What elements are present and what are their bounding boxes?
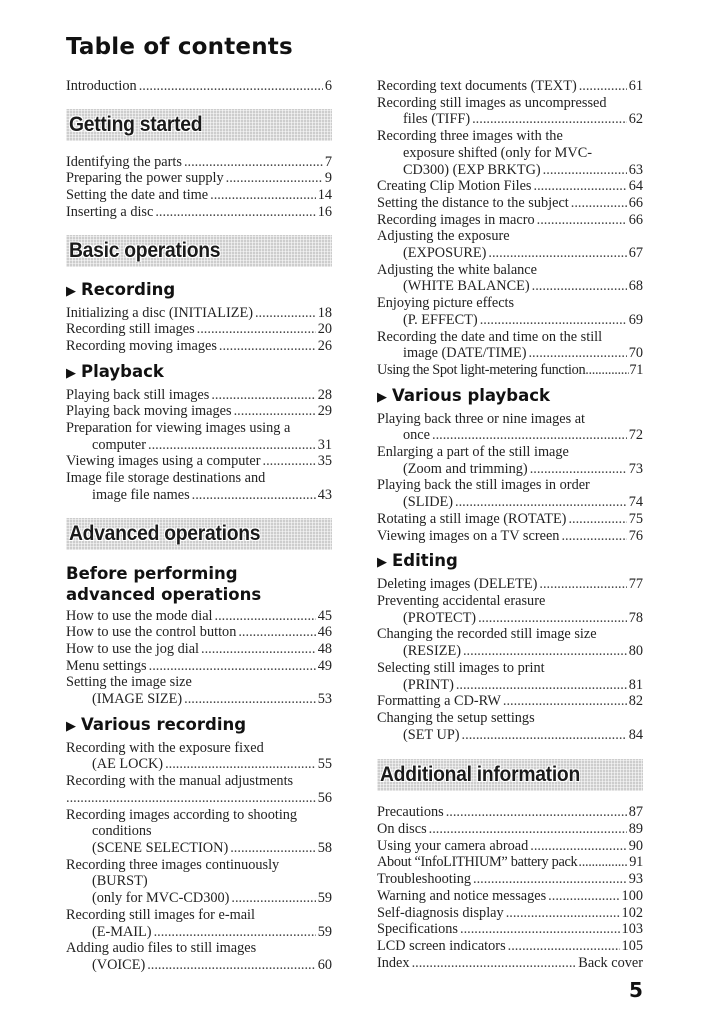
toc-entry-line[interactable]: exposure shifted (only for MVC- xyxy=(403,144,593,161)
toc-entry-line[interactable]: Adding audio files to still images xyxy=(66,940,257,957)
section-heading-various-recording: ▶ Various recording xyxy=(66,715,332,737)
section-banner-advanced-operations: Advanced operations xyxy=(66,518,332,550)
toc-entry[interactable]: (SET UP) ..... 84 xyxy=(377,727,643,744)
toc-entry[interactable]: Specifications ..... 103 xyxy=(377,921,643,938)
toc-entry-line[interactable]: Recording still images for e-mail xyxy=(66,906,255,923)
toc-entry-line[interactable]: Recording images according to shooting xyxy=(66,806,298,823)
toc-entry[interactable]: Preparing the power supply ..... 9 xyxy=(66,170,332,187)
toc-entry[interactable]: (Zoom and trimming) ..... 73 xyxy=(377,461,643,478)
toc-entry[interactable]: Rotating a still image (ROTATE) ..... 75 xyxy=(377,511,643,528)
toc-entry[interactable]: Index ..... Back cover xyxy=(377,955,643,972)
triangle-arrow-icon: ▶ xyxy=(377,555,387,571)
section-heading-editing: ▶ Editing xyxy=(377,551,643,573)
toc-entry[interactable]: image file names ..... 43 xyxy=(66,487,332,504)
toc-entry[interactable]: Viewing images using a computer ..... 35 xyxy=(66,453,332,470)
section-banner-getting-started: Getting started xyxy=(66,109,332,141)
toc-entry[interactable]: (AE LOCK) ..... 55 xyxy=(66,756,332,773)
toc-entry[interactable]: Warning and notice messages ..... 100 xyxy=(377,888,643,905)
toc-entry[interactable]: Recording moving images ..... 26 xyxy=(66,338,332,355)
toc-entry[interactable]: Setting the date and time ..... 14 xyxy=(66,187,332,204)
toc-entry[interactable]: Troubleshooting ..... 93 xyxy=(377,871,643,888)
toc-entry[interactable]: Playing back moving images ..... 29 xyxy=(66,403,332,420)
toc-entry[interactable]: once ..... 72 xyxy=(377,427,643,444)
toc-entry[interactable]: (SLIDE) ..... 74 xyxy=(377,494,643,511)
toc-entry[interactable]: How to use the mode dial ..... 45 xyxy=(66,608,332,625)
toc-entry[interactable]: Recording text documents (TEXT) ..... 61 xyxy=(377,78,643,95)
toc-entry[interactable]: (P. EFFECT) ..... 69 xyxy=(377,312,643,329)
toc-entry[interactable]: How to use the jog dial ..... 48 xyxy=(66,641,332,658)
section-heading-before-performing: Before performing advanced operations xyxy=(66,563,262,604)
toc-entry-line[interactable]: conditions xyxy=(92,823,152,840)
toc-entry[interactable]: (RESIZE) ..... 80 xyxy=(377,643,643,660)
toc-entry-line[interactable]: Enlarging a part of the still image xyxy=(377,444,569,461)
toc-entry-line[interactable]: Recording with the manual adjustments xyxy=(66,773,294,790)
toc-entry[interactable] xyxy=(66,78,332,95)
toc-entry[interactable]: About “InfoLITHIUM” battery pack ..... 91 xyxy=(377,854,643,871)
triangle-arrow-icon: ▶ xyxy=(66,283,76,299)
toc-entry-line[interactable]: Selecting still images to print xyxy=(377,659,545,676)
toc-entry[interactable]: How to use the control button ..... 46 xyxy=(66,624,332,641)
toc-entry[interactable]: files (TIFF) ..... 62 xyxy=(377,111,643,128)
toc-entry-line[interactable]: Preparation for viewing images using a xyxy=(66,420,291,437)
section-banner-basic-operations: Basic operations xyxy=(66,235,332,267)
toc-entry-line[interactable]: Setting the image size xyxy=(66,674,192,691)
toc-entry[interactable]: CD300) (EXP BRKTG) ..... 63 xyxy=(377,162,643,179)
toc-entry[interactable]: On discs ..... 89 xyxy=(377,821,643,838)
page-title: Table of contents xyxy=(66,34,293,60)
toc-left-column xyxy=(66,78,332,974)
toc-entry-line[interactable]: Playing back three or nine images at xyxy=(377,410,586,427)
triangle-arrow-icon: ▶ xyxy=(66,718,76,734)
toc-entry-line[interactable]: Recording three images with the xyxy=(377,128,563,145)
toc-entry[interactable]: (PROTECT) ..... 78 xyxy=(377,610,643,627)
toc-entry[interactable]: (E-MAIL) ..... 59 xyxy=(66,924,332,941)
toc-entry[interactable]: (only for MVC-CD300) ..... 59 xyxy=(66,890,332,907)
toc-entry[interactable]: Precautions ..... 87 xyxy=(377,804,643,821)
toc-entry-line[interactable]: Adjusting the exposure xyxy=(377,228,510,245)
toc-entry-line[interactable]: Recording the date and time on the still xyxy=(377,328,603,345)
toc-entry-line[interactable]: Preventing accidental erasure xyxy=(377,592,546,609)
toc-entry[interactable]: (WHITE BALANCE) ..... 68 xyxy=(377,278,643,295)
toc-entry[interactable]: Playing back still images ..... 28 xyxy=(66,387,332,404)
toc-entry[interactable]: Recording images in macro ..... 66 xyxy=(377,212,643,229)
toc-entry[interactable]: ..... 56 xyxy=(66,790,332,807)
toc-entry[interactable]: (SCENE SELECTION) ..... 58 xyxy=(66,840,332,857)
toc-entry[interactable]: (IMAGE SIZE) ..... 53 xyxy=(66,691,332,708)
page-ref: 6 xyxy=(324,78,332,94)
toc-entry[interactable]: (VOICE) ..... 60 xyxy=(66,957,332,974)
toc-entry[interactable]: Using the Spot light-metering function ..... 71 xyxy=(377,362,643,379)
toc-entry[interactable]: Recording still images ..... 20 xyxy=(66,321,332,338)
toc-entry[interactable]: Initializing a disc (INITIALIZE) ..... 18 xyxy=(66,305,332,322)
toc-entry-line[interactable]: Playing back the still images in order xyxy=(377,477,590,494)
toc-entry[interactable]: Using your camera abroad ..... 90 xyxy=(377,838,643,855)
toc-entry[interactable]: Deleting images (DELETE) ..... 77 xyxy=(377,576,643,593)
page-number: 5 xyxy=(629,978,643,1002)
toc-entry[interactable]: Setting the distance to the subject ..... 66 xyxy=(377,195,643,212)
triangle-arrow-icon: ▶ xyxy=(377,389,387,405)
toc-entry-line[interactable]: (BURST) xyxy=(92,873,148,890)
toc-entry[interactable]: Creating Clip Motion Files ..... 64 xyxy=(377,178,643,195)
section-heading-playback: ▶ Playback xyxy=(66,362,332,384)
toc-entry-line[interactable]: Changing the setup settings xyxy=(377,709,535,726)
toc-entry[interactable]: Menu settings ..... 49 xyxy=(66,658,332,675)
section-heading-recording: ▶ Recording xyxy=(66,280,332,302)
triangle-arrow-icon: ▶ xyxy=(66,365,76,381)
toc-entry-line[interactable]: Recording three images continuously xyxy=(66,856,280,873)
toc-entry[interactable]: Identifying the parts ..... 7 xyxy=(66,154,332,171)
toc-entry-line[interactable]: Changing the recorded still image size xyxy=(377,626,597,643)
toc-entry-line[interactable]: Adjusting the white balance xyxy=(377,261,538,278)
entry-label: Introduction xyxy=(66,78,137,94)
toc-entry-line[interactable]: Image file storage destinations and xyxy=(66,470,266,487)
toc-entry[interactable]: (EXPOSURE) ..... 67 xyxy=(377,245,643,262)
section-heading-various-playback: ▶ Various playback xyxy=(377,386,643,408)
toc-entry-line[interactable]: Recording with the exposure fixed xyxy=(66,739,264,756)
toc-entry-line[interactable]: Recording still images as uncompressed xyxy=(377,94,607,111)
toc-entry[interactable]: computer ..... 31 xyxy=(66,437,332,454)
toc-entry[interactable]: (PRINT) ..... 81 xyxy=(377,677,643,694)
toc-entry[interactable]: Inserting a disc ..... 16 xyxy=(66,204,332,221)
toc-entry[interactable]: LCD screen indicators ..... 105 xyxy=(377,938,643,955)
toc-entry[interactable]: Viewing images on a TV screen ..... 76 xyxy=(377,528,643,545)
section-banner-additional-information: Additional information xyxy=(377,759,643,791)
toc-entry[interactable]: image (DATE/TIME) ..... 70 xyxy=(377,345,643,362)
toc-entry-line[interactable]: Enjoying picture effects xyxy=(377,295,515,312)
toc-entry[interactable]: Self-diagnosis display ..... 102 xyxy=(377,905,643,922)
toc-entry[interactable]: Formatting a CD-RW ..... 82 xyxy=(377,693,643,710)
toc-right-column xyxy=(377,78,643,971)
